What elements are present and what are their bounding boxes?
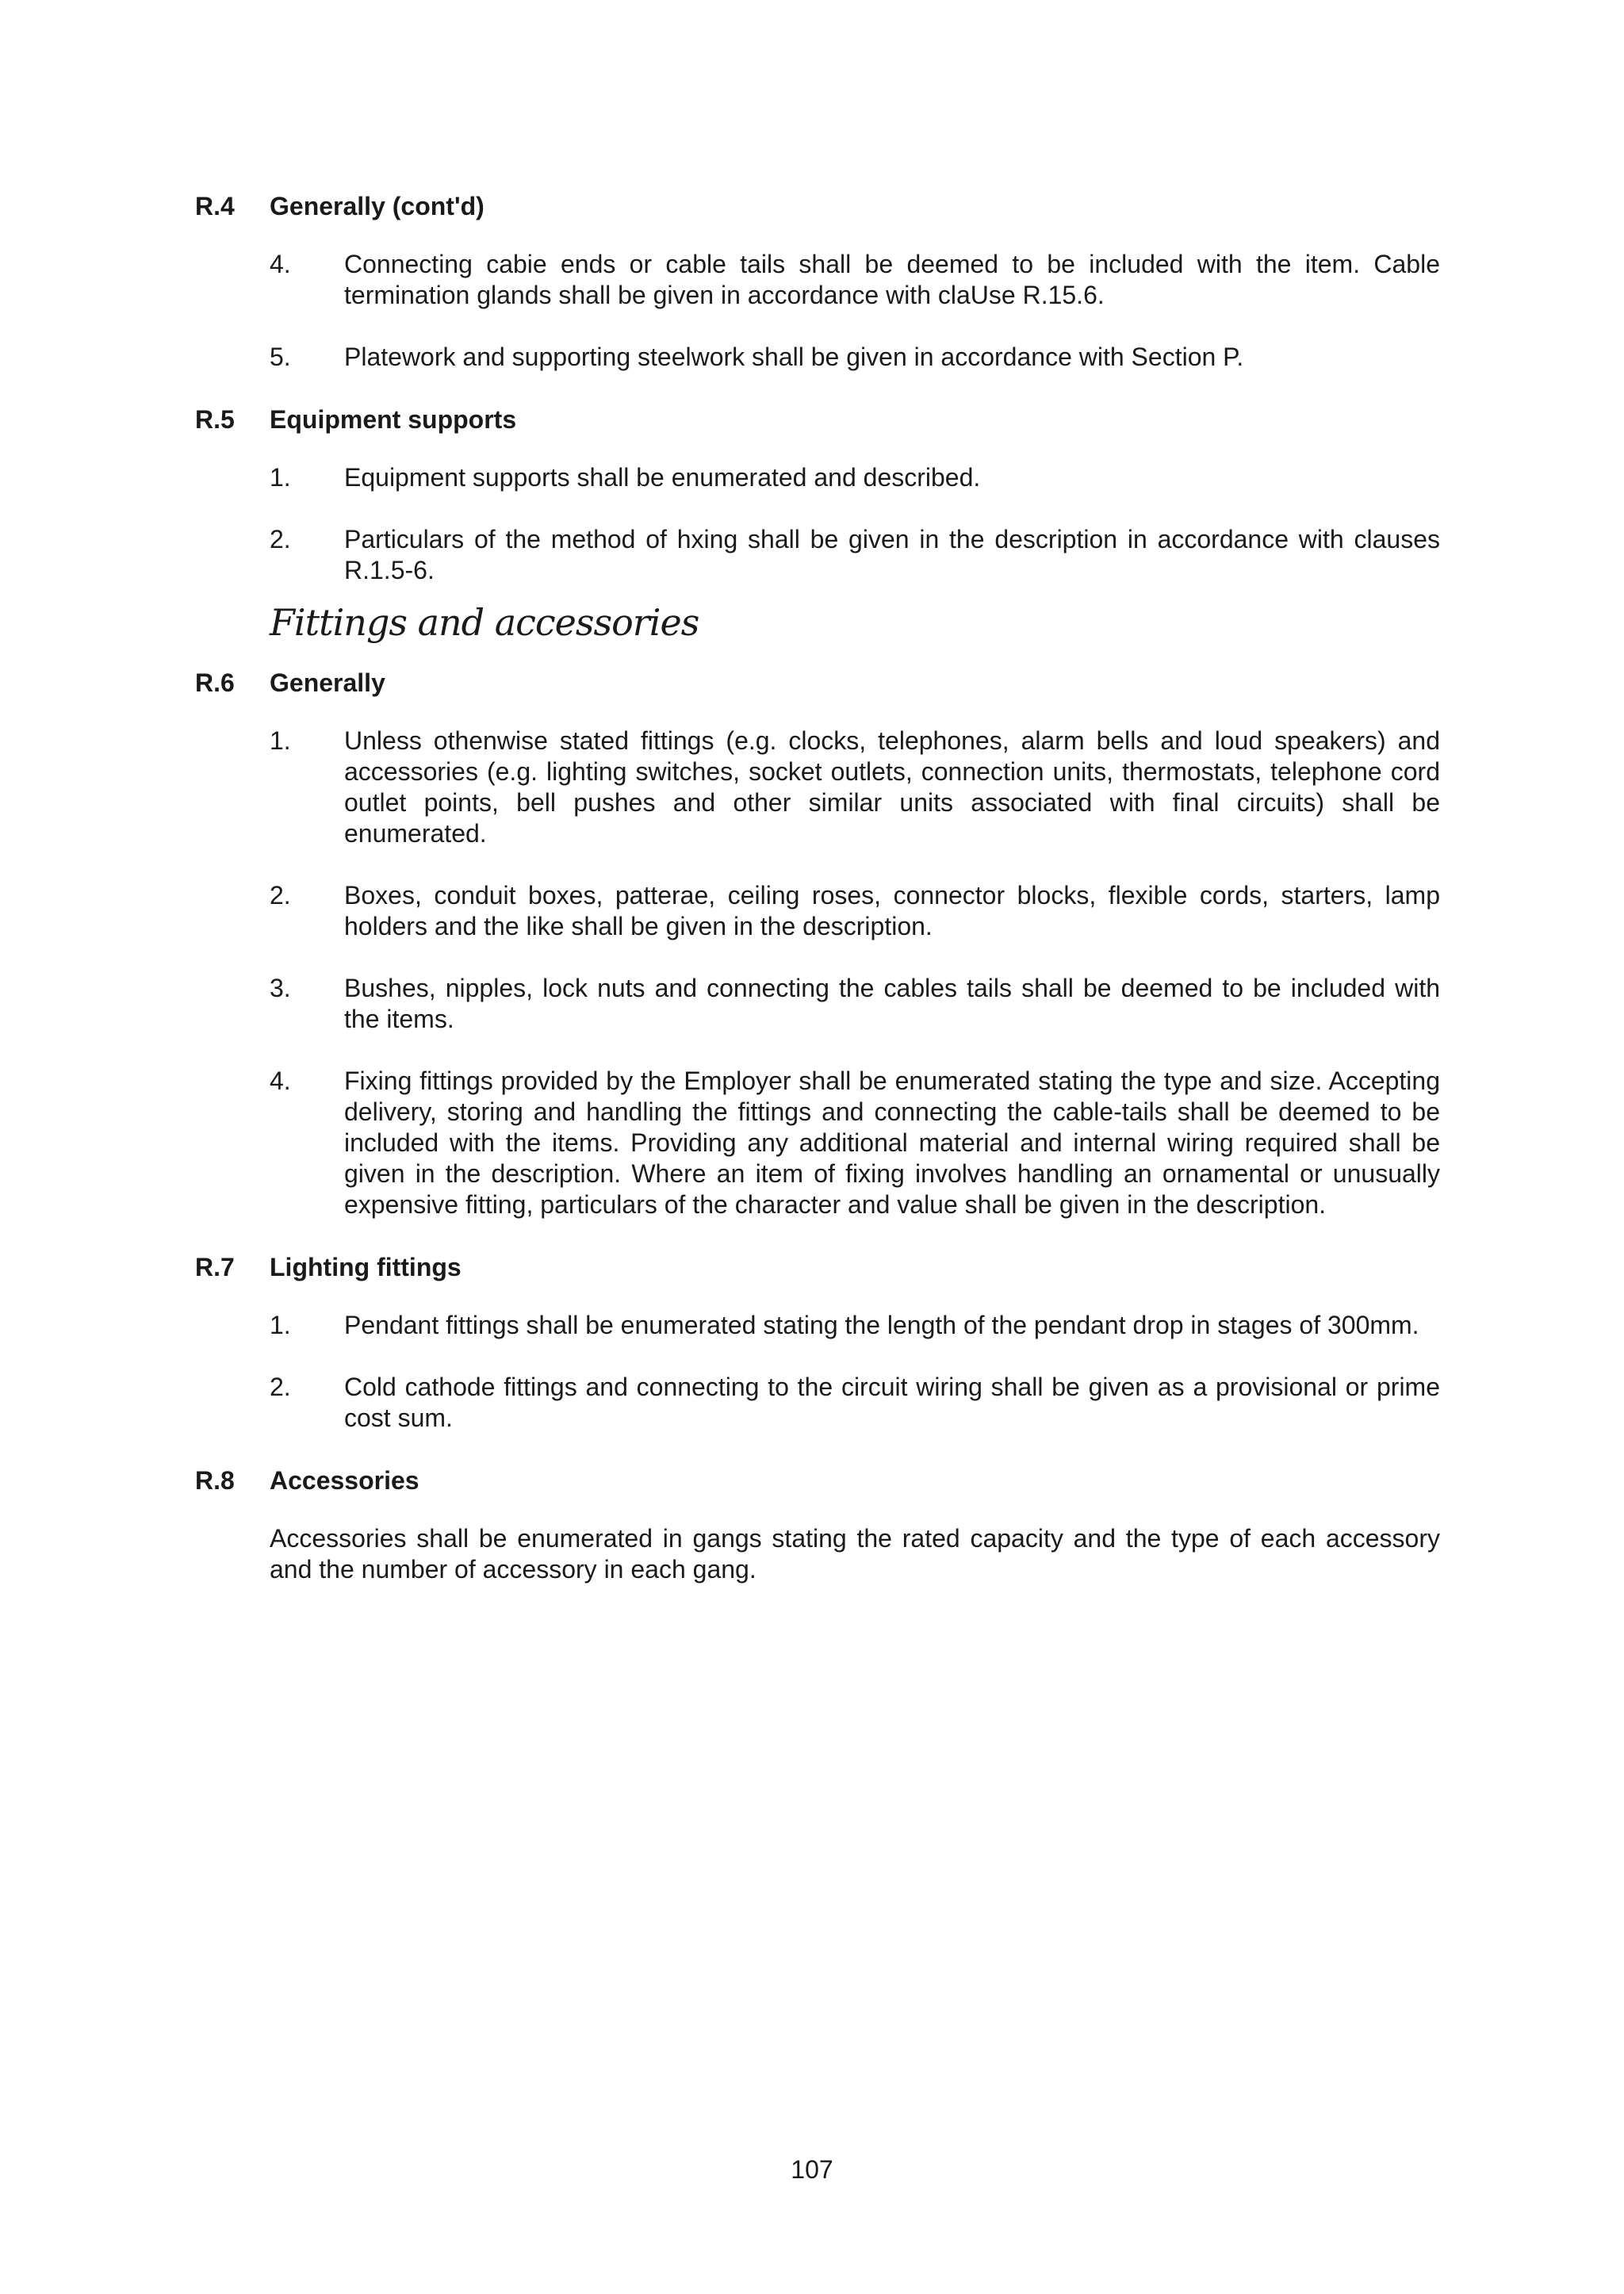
clause-number: 2. <box>270 1373 291 1401</box>
section-title: Equipment supports <box>270 405 517 434</box>
section-code: R.7 <box>195 1253 235 1281</box>
subheading-fittings-and-accessories: Fittings and accessories <box>270 601 699 644</box>
section-title: Generally (cont'd) <box>270 192 485 220</box>
clause-item <box>270 1066 1440 1220</box>
clause-number: 4. <box>270 250 291 278</box>
clause-list <box>270 1310 1440 1434</box>
clause-item <box>270 973 1440 1035</box>
clause-number: 2. <box>270 881 291 910</box>
section-title: Generally <box>270 668 385 697</box>
section-title: Lighting fittings <box>270 1253 462 1281</box>
section-r6 <box>195 667 1440 1220</box>
clause-number: 1. <box>270 726 291 755</box>
section-heading <box>195 667 1440 699</box>
clause-text: Pendant fittings shall be enumerated stating the length of the pendant drop in stages of 300mm. <box>344 1311 1419 1339</box>
clause-number: 2. <box>270 525 291 553</box>
clause-item <box>270 1372 1440 1434</box>
section-r8 <box>195 1465 1440 1585</box>
section-heading <box>195 404 1440 435</box>
clause-item <box>270 249 1440 311</box>
clause-item <box>270 880 1440 942</box>
clause-list <box>270 249 1440 373</box>
clause-list <box>270 462 1440 586</box>
section-r4 <box>195 190 1440 373</box>
clause-number: 1. <box>270 1311 291 1339</box>
clause-text: Equipment supports shall be enumerated and described. <box>344 463 981 492</box>
page-number: 107 <box>791 2155 833 2184</box>
clause-number: 4. <box>270 1067 291 1095</box>
clause-paragraph: Accessories shall be enumerated in gangs stating the rated capacity and the type of each accessory and the number of accessory in each gang. <box>270 1524 1440 1584</box>
clause-list <box>270 726 1440 1220</box>
clause-text: Unless othenwise stated fittings (e.g. clocks, telephones, alarm bells and loud speakers) and accessories (e.g. lighting switches, socket outlets, connection units, thermostats, telephone cord outlet points, bell pushes and other similar units associated with final circuits) shall be enumerated. <box>344 726 1440 848</box>
clause-text: Fixing fittings provided by the Employer shall be enumerated stating the type and size. Accepting delivery, storing and handling the fittings and connecting the cable-tails shall be deemed to be included with the items. Providing any additional material and internal wiring required shall be given in the description. Where an item of fixing involves handling an ornamental or unusually expensive fitting, particulars of the character and value shall be given in the description. <box>344 1067 1440 1219</box>
clause-item <box>270 342 1440 373</box>
clause-item <box>270 726 1440 849</box>
clause-number: 5. <box>270 343 291 371</box>
section-heading <box>195 190 1440 222</box>
clause-text: Particulars of the method of hxing shall be given in the description in accordance with clauses R.1.5-6. <box>344 525 1440 584</box>
section-title: Accessories <box>270 1466 419 1495</box>
clause-text: Connecting cabie ends or cable tails shall be deemed to be included with the item. Cable termination glands shall be given in accordance with claUse R.15.6. <box>344 250 1440 309</box>
section-r7 <box>195 1251 1440 1434</box>
section-code: R.4 <box>195 192 235 220</box>
section-r5 <box>195 404 1440 586</box>
clause-item <box>270 462 1440 493</box>
section-code: R.8 <box>195 1466 235 1495</box>
clause-text: Platework and supporting steelwork shall be given in accordance with Section P. <box>344 343 1244 371</box>
section-code: R.5 <box>195 405 235 434</box>
clause-text: Cold cathode fittings and connecting to the circuit wiring shall be given as a provisional or prime cost sum. <box>344 1373 1440 1432</box>
section-heading <box>195 1465 1440 1496</box>
page-content <box>195 190 1440 1616</box>
clause-item <box>270 1310 1440 1341</box>
section-heading <box>195 1251 1440 1283</box>
section-code: R.6 <box>195 668 235 697</box>
clause-number: 3. <box>270 974 291 1002</box>
clause-number: 1. <box>270 463 291 492</box>
clause-item <box>270 524 1440 586</box>
clause-text: Bushes, nipples, lock nuts and connecting the cables tails shall be deemed to be included with the items. <box>344 974 1440 1033</box>
clause-text: Boxes, conduit boxes, patterae, ceiling roses, connector blocks, flexible cords, starters, lamp holders and the like shall be given in the description. <box>344 881 1440 940</box>
